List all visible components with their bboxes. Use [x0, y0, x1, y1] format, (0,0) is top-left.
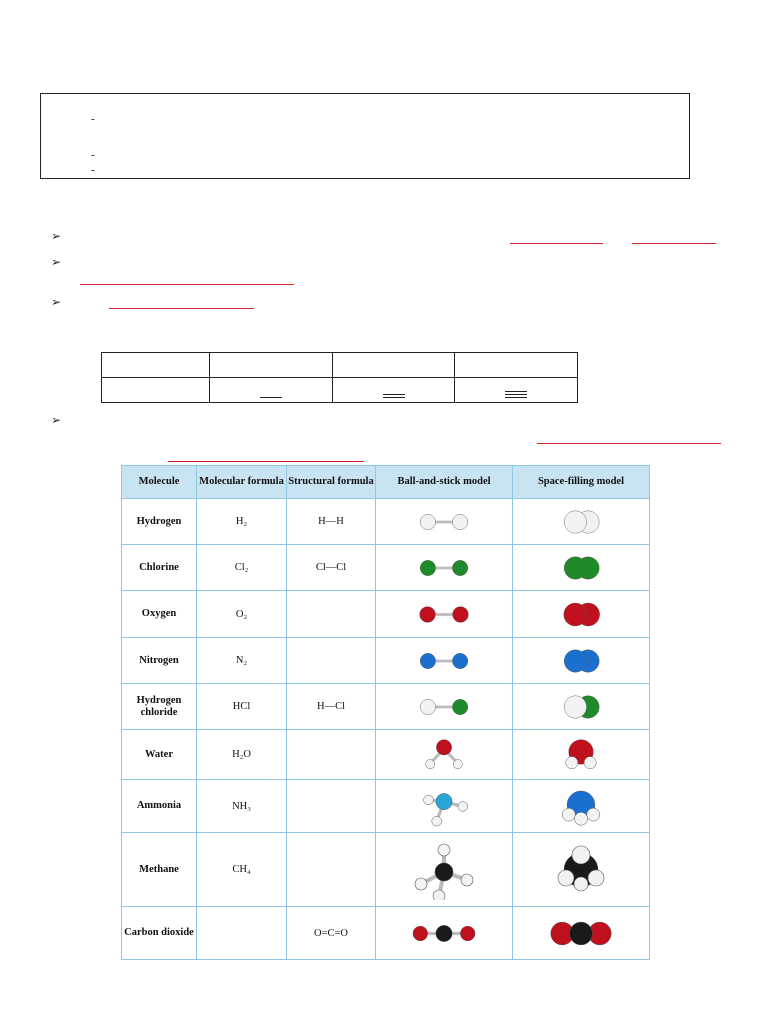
notice-dash: -	[91, 164, 95, 176]
ball-and-stick-model-icon	[399, 782, 489, 831]
header-molecule: Molecule	[122, 466, 197, 499]
white-atom-icon	[564, 695, 586, 717]
white-atom-icon	[558, 870, 574, 886]
molecular-formula: N₂	[197, 638, 287, 684]
white-atom-icon	[426, 759, 435, 768]
black-atom-icon	[570, 922, 593, 945]
bullet-icon: ➢	[51, 255, 62, 269]
ball-and-stick-model-icon	[399, 501, 489, 543]
molecule-row	[122, 684, 650, 730]
header-structural-formula: Structural formula	[287, 466, 376, 499]
molecular-formula: CH₄	[197, 833, 287, 907]
white-atom-icon	[574, 812, 587, 825]
structural-formula	[287, 591, 376, 638]
ball-and-stick-cell	[376, 780, 513, 833]
white-atom-icon	[424, 795, 434, 805]
molecular-formula	[197, 907, 287, 960]
double-bond-symbol	[333, 378, 454, 402]
molecule-name: Methane	[122, 833, 197, 907]
bond-cell	[102, 378, 210, 403]
bond-cell	[455, 353, 578, 378]
red-atom-icon	[420, 606, 436, 622]
ball-and-stick-model-icon	[399, 732, 489, 778]
ball-and-stick-model-icon	[399, 840, 489, 900]
space-filling-model-icon	[536, 686, 626, 728]
molecule-name: Hydrogen	[122, 499, 197, 545]
answer-blank	[168, 461, 364, 462]
bullet-icon: ➢	[51, 295, 62, 309]
space-filling-cell	[513, 907, 650, 960]
answer-blank	[510, 243, 603, 244]
bond-cell	[210, 353, 333, 378]
triple-bond-symbol	[455, 378, 577, 402]
space-filling-model-icon	[536, 782, 626, 831]
molecule-row	[122, 591, 650, 638]
white-atom-icon	[438, 844, 450, 856]
structural-formula	[287, 730, 376, 780]
green-atom-icon	[452, 699, 467, 714]
black-atom-icon	[435, 863, 453, 881]
structural-formula	[287, 780, 376, 833]
space-filling-cell	[513, 730, 650, 780]
double-bond-cell	[333, 378, 455, 403]
molecular-formula: NH₃	[197, 780, 287, 833]
white-atom-icon	[562, 808, 575, 821]
notice-dash: -	[91, 113, 95, 125]
white-atom-icon	[572, 846, 590, 864]
molecule-row	[122, 499, 650, 545]
blue-atom-icon	[436, 793, 452, 809]
white-atom-icon	[587, 808, 600, 821]
structural-formula	[287, 638, 376, 684]
structural-formula: O=C=O	[287, 907, 376, 960]
space-filling-model-icon	[536, 732, 626, 778]
structural-formula: Cl—Cl	[287, 545, 376, 591]
molecule-name: Oxygen	[122, 591, 197, 638]
white-atom-icon	[433, 890, 445, 900]
molecule-name: Ammonia	[122, 780, 197, 833]
bullet-icon: ➢	[51, 413, 62, 427]
space-filling-cell	[513, 833, 650, 907]
header-space-filling: Space-filling model	[513, 466, 650, 499]
space-filling-cell	[513, 638, 650, 684]
single-bond-symbol	[210, 378, 332, 402]
notice-dash: -	[91, 149, 95, 161]
molecule-row	[122, 907, 650, 960]
bond-table	[101, 352, 578, 403]
space-filling-cell	[513, 684, 650, 730]
ball-and-stick-model-icon	[399, 909, 489, 958]
space-filling-cell	[513, 780, 650, 833]
molecule-name: Carbon dioxide	[122, 907, 197, 960]
ball-and-stick-cell	[376, 499, 513, 545]
white-atom-icon	[566, 756, 578, 768]
ball-and-stick-cell	[376, 730, 513, 780]
molecule-row	[122, 638, 650, 684]
white-atom-icon	[432, 816, 442, 826]
molecule-table	[121, 465, 650, 960]
space-filling-model-icon	[536, 909, 626, 958]
green-atom-icon	[452, 560, 467, 575]
molecular-formula: HCl	[197, 684, 287, 730]
ball-and-stick-cell	[376, 907, 513, 960]
space-filling-cell	[513, 499, 650, 545]
white-atom-icon	[452, 514, 467, 529]
bond-cell	[333, 353, 455, 378]
white-atom-icon	[415, 878, 427, 890]
green-atom-icon	[564, 556, 586, 578]
red-atom-icon	[460, 926, 475, 941]
red-atom-icon	[453, 606, 469, 622]
space-filling-cell	[513, 591, 650, 638]
white-atom-icon	[574, 877, 588, 891]
ball-and-stick-cell	[376, 684, 513, 730]
space-filling-model-icon	[536, 840, 626, 900]
answer-blank	[632, 243, 716, 244]
bullet-icon: ➢	[51, 229, 62, 243]
red-atom-icon	[436, 739, 451, 754]
blue-atom-icon	[564, 649, 586, 671]
ball-and-stick-cell	[376, 545, 513, 591]
molecule-row	[122, 545, 650, 591]
black-atom-icon	[436, 925, 452, 941]
structural-formula	[287, 833, 376, 907]
white-atom-icon	[588, 870, 604, 886]
answer-blank	[537, 443, 721, 444]
bond-cell	[102, 353, 210, 378]
white-atom-icon	[461, 874, 473, 886]
green-atom-icon	[420, 560, 435, 575]
blue-atom-icon	[420, 653, 435, 668]
header-ball-and-stick: Ball-and-stick model	[376, 466, 513, 499]
molecule-name: Water	[122, 730, 197, 780]
white-atom-icon	[420, 699, 435, 714]
white-atom-icon	[458, 801, 468, 811]
space-filling-model-icon	[536, 593, 626, 636]
molecule-name: Hydrogen chloride	[122, 684, 197, 730]
space-filling-model-icon	[536, 640, 626, 682]
white-atom-icon	[453, 759, 462, 768]
white-atom-icon	[584, 756, 596, 768]
single-bond-cell	[210, 378, 333, 403]
ball-and-stick-model-icon	[399, 640, 489, 682]
molecular-formula: Cl₂	[197, 545, 287, 591]
ball-and-stick-cell	[376, 833, 513, 907]
molecule-row	[122, 780, 650, 833]
molecule-row	[122, 730, 650, 780]
triple-bond-cell	[455, 378, 578, 403]
red-atom-icon	[564, 603, 587, 626]
molecular-formula: H₂	[197, 499, 287, 545]
molecule-row	[122, 833, 650, 907]
answer-blank	[109, 308, 254, 309]
ball-and-stick-cell	[376, 638, 513, 684]
header-molecular-formula: Molecular formula	[197, 466, 287, 499]
structural-formula: H—Cl	[287, 684, 376, 730]
notice-box	[40, 93, 690, 179]
ball-and-stick-cell	[376, 591, 513, 638]
space-filling-model-icon	[536, 547, 626, 589]
red-atom-icon	[413, 926, 428, 941]
molecular-formula: H₂O	[197, 730, 287, 780]
white-atom-icon	[564, 510, 586, 532]
answer-blank	[80, 284, 294, 285]
space-filling-cell	[513, 545, 650, 591]
structural-formula: H—H	[287, 499, 376, 545]
molecular-formula: O₂	[197, 591, 287, 638]
molecule-name: Nitrogen	[122, 638, 197, 684]
blue-atom-icon	[452, 653, 467, 668]
ball-and-stick-model-icon	[399, 547, 489, 589]
ball-and-stick-model-icon	[399, 593, 489, 636]
white-atom-icon	[420, 514, 435, 529]
space-filling-model-icon	[536, 501, 626, 543]
molecule-name: Chlorine	[122, 545, 197, 591]
ball-and-stick-model-icon	[399, 686, 489, 728]
